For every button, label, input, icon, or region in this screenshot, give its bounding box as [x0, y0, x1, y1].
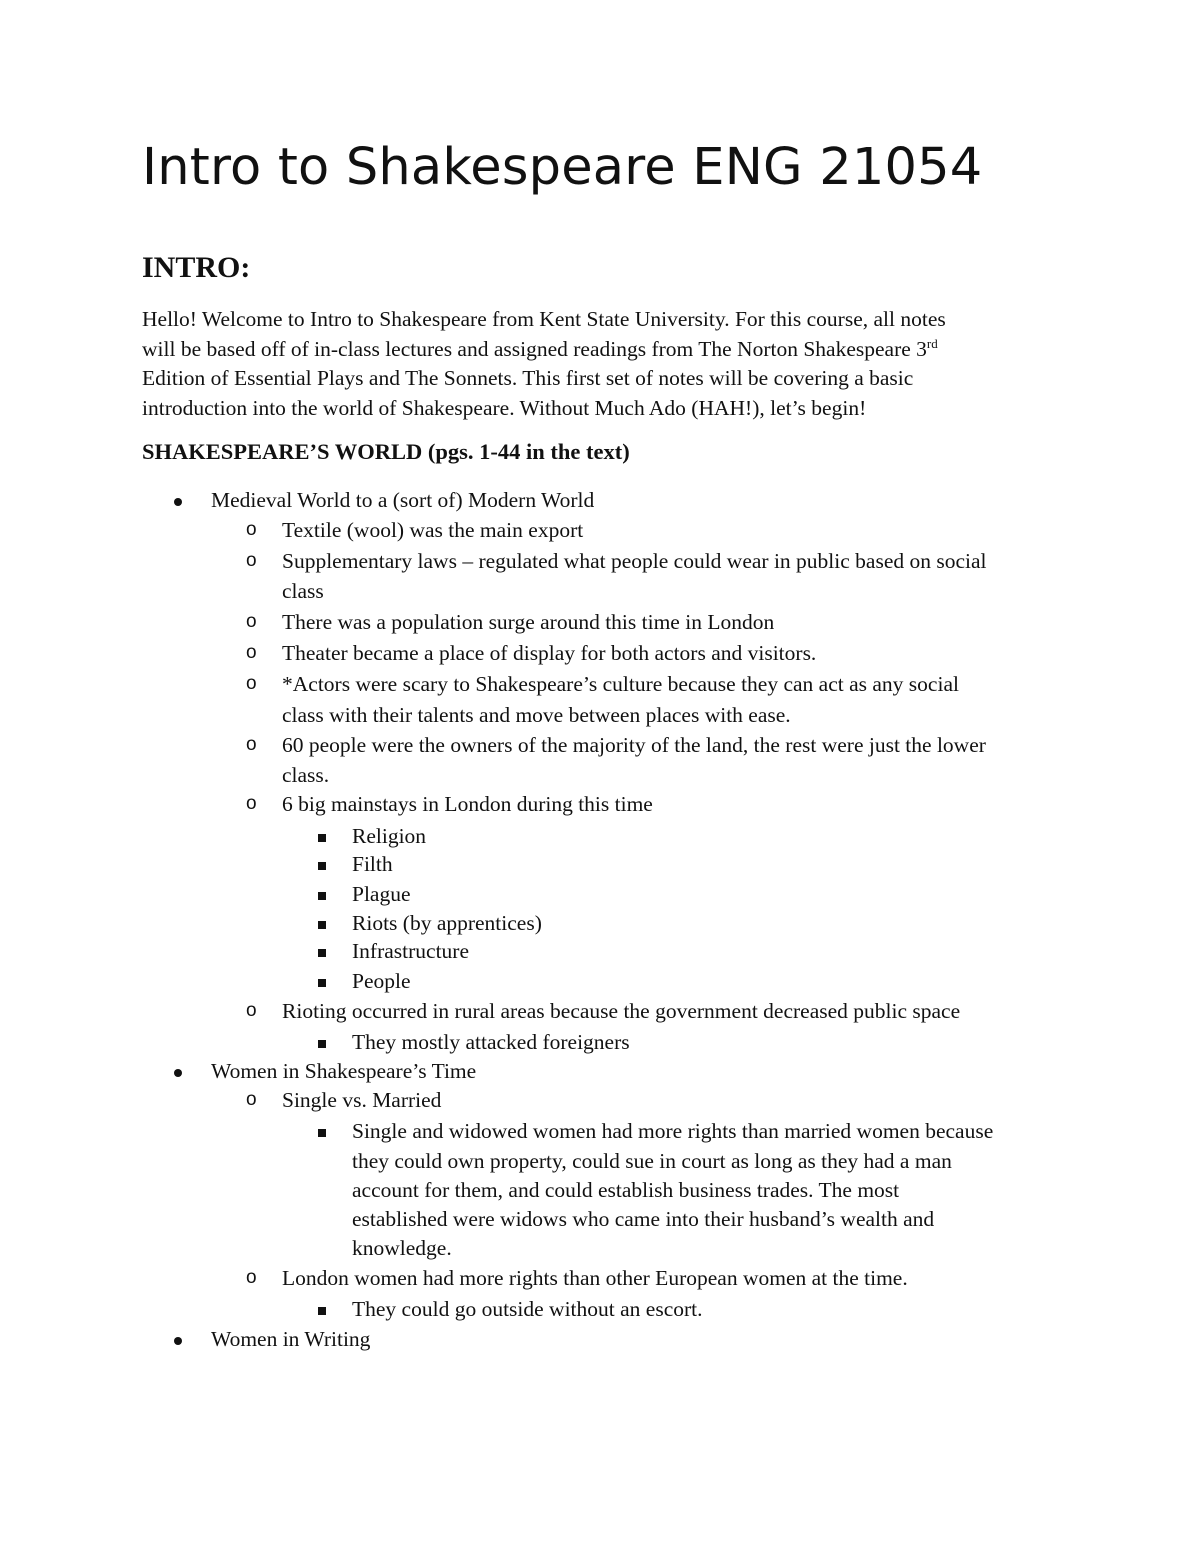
list-item: Filth — [352, 852, 393, 876]
intro-line: Hello! Welcome to Intro to Shakespeare from Kent State University. For this course, all notes — [142, 307, 946, 331]
bullet-square-icon — [318, 1296, 326, 1322]
list-item: London women had more rights than other European women at the time. — [282, 1266, 908, 1290]
section-heading: SHAKESPEARE’S WORLD (pgs. 1-44 in the text) — [142, 439, 630, 464]
list-item: Supplementary laws – regulated what people could wear in public based on social — [282, 549, 987, 573]
list-item: People — [352, 969, 411, 993]
list-item: Rioting occurred in rural areas because the government decreased public space — [282, 999, 961, 1023]
bullet-circle-icon: o — [246, 550, 257, 571]
document-title: Intro to Shakespeare ENG 21054 — [142, 138, 983, 197]
bullet-dot-icon — [174, 1058, 182, 1084]
bullet-circle-icon: o — [246, 642, 257, 663]
intro-heading: INTRO: — [142, 251, 251, 284]
bullet-square-icon — [318, 968, 326, 994]
ordinal-superscript: rd — [926, 335, 938, 351]
intro-line: Edition of Essential Plays and The Sonnets. This first set of notes will be covering a basic — [142, 366, 914, 390]
bullet-circle-icon: o — [246, 1089, 257, 1110]
intro-line — [142, 335, 1062, 365]
list-item: Plague — [352, 882, 411, 906]
bullet-dot-icon — [174, 1326, 182, 1352]
intro-paragraph — [142, 305, 1062, 423]
bullet-square-icon — [318, 1029, 326, 1055]
bullet-square-icon — [318, 938, 326, 964]
list-item: Theater became a place of display for both actors and visitors. — [282, 641, 817, 665]
list-item-continuation: they could own property, could sue in court as long as they had a man — [352, 1149, 952, 1173]
list-item: 6 big mainstays in London during this time — [282, 792, 653, 816]
bullet-square-icon — [318, 1118, 326, 1144]
bullet-circle-icon: o — [246, 519, 257, 540]
bullet-circle-icon: o — [246, 673, 257, 694]
list-item: Riots (by apprentices) — [352, 911, 542, 935]
list-item: Women in Shakespeare’s Time — [211, 1059, 477, 1083]
list-item: Single vs. Married — [282, 1088, 442, 1112]
list-item: Medieval World to a (sort of) Modern World — [211, 488, 595, 512]
bullet-circle-icon: o — [246, 1000, 257, 1021]
bullet-circle-icon: o — [246, 1267, 257, 1288]
list-item-continuation: account for them, and could establish business trades. The most — [352, 1178, 900, 1202]
bullet-dot-icon — [174, 487, 182, 513]
list-item: Textile (wool) was the main export — [282, 518, 584, 542]
list-item: *Actors were scary to Shakespeare’s culture because they can act as any social — [282, 672, 959, 696]
list-item-continuation: class — [282, 579, 324, 603]
bullet-square-icon — [318, 881, 326, 907]
bullet-circle-icon: o — [246, 734, 257, 755]
list-item: They mostly attacked foreigners — [352, 1030, 630, 1054]
bullet-circle-icon: o — [246, 611, 257, 632]
list-item: Women in Writing — [211, 1327, 371, 1351]
intro-line: introduction into the world of Shakespeare. Without Much Ado (HAH!), let’s begin! — [142, 395, 867, 420]
list-item: Religion — [352, 824, 427, 848]
list-item: 60 people were the owners of the majority of the land, the rest were just the lower — [282, 733, 986, 757]
list-item-continuation: class with their talents and move between places with ease. — [282, 703, 791, 727]
intro-line-text: will be based off of in-class lectures and assigned readings from The Norton Shakespeare 3 — [142, 336, 927, 361]
list-item: Single and widowed women had more rights than married women because — [352, 1119, 994, 1143]
bullet-circle-icon: o — [246, 793, 257, 814]
list-item-continuation: class. — [282, 763, 330, 787]
list-item: Infrastructure — [352, 939, 469, 963]
bullet-square-icon — [318, 851, 326, 877]
bullet-square-icon — [318, 910, 326, 936]
bullet-square-icon — [318, 823, 326, 849]
list-item: They could go outside without an escort. — [352, 1297, 703, 1321]
list-item-continuation: knowledge. — [352, 1236, 452, 1260]
list-item-continuation: established were widows who came into their husband’s wealth and — [352, 1207, 935, 1231]
list-item: There was a population surge around this time in London — [282, 610, 775, 634]
